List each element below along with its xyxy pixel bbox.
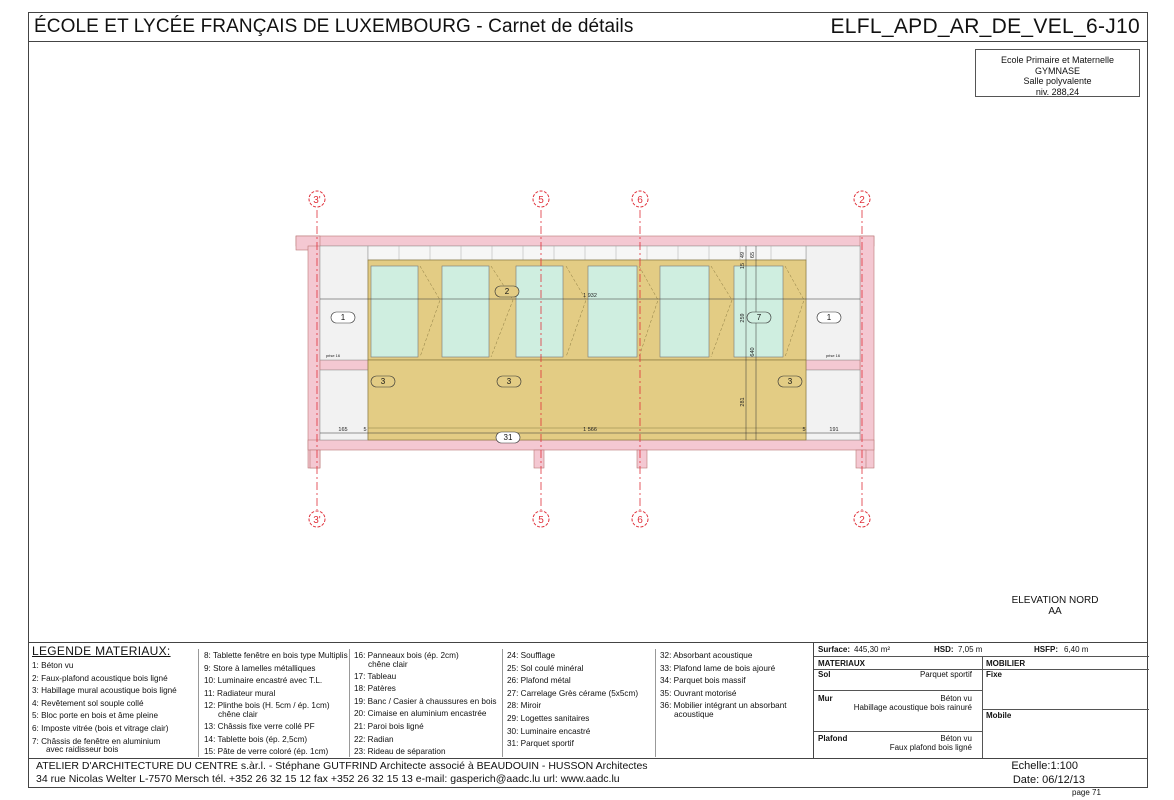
mur-label: Mur bbox=[818, 694, 833, 703]
table-rule bbox=[814, 690, 982, 691]
legend-item: 26: Plafond métal bbox=[507, 676, 571, 686]
dim-259: 259 bbox=[740, 313, 746, 323]
legend-item: 8: Tablette fenêtre en bois type Multiplis bbox=[204, 651, 348, 660]
note-left: prise 16 bbox=[325, 353, 341, 358]
footer bbox=[28, 758, 1148, 788]
legend-item: 35: Ouvrant motorisé bbox=[660, 688, 737, 698]
materiaux-header: MATERIAUX bbox=[818, 659, 865, 668]
material-tag-7 bbox=[747, 312, 771, 323]
dim-total-bottom: 1 566 bbox=[583, 427, 597, 433]
elevation-label bbox=[1000, 595, 1110, 617]
axis-label: 5 bbox=[538, 515, 544, 526]
legend-divider bbox=[655, 649, 656, 757]
axis-label: 3' bbox=[313, 195, 321, 206]
material-tag-2 bbox=[495, 286, 519, 297]
elevation-line-2: AA bbox=[1048, 606, 1062, 617]
material-tag-1-left bbox=[331, 312, 355, 323]
axis-label: 2 bbox=[859, 195, 865, 206]
dim-small-a: 5 bbox=[363, 427, 367, 433]
location-line-4: niv. 288,24 bbox=[1035, 86, 1080, 97]
location-line-3: Salle polyvalente bbox=[1023, 76, 1092, 86]
room-info-table bbox=[813, 642, 1148, 758]
mur-value-1: Béton vu bbox=[940, 694, 972, 703]
legend-item: 23: Rideau de séparation bbox=[354, 747, 446, 757]
materials-legend bbox=[28, 642, 813, 758]
legend-column-4 bbox=[507, 650, 638, 751]
legend-item: 9: Store à lamelles métalliques bbox=[204, 663, 316, 673]
legend-item: 24: Soufflage bbox=[507, 651, 556, 660]
axis-marker-2-bottom bbox=[854, 511, 870, 527]
legend-item-sub: chêne clair bbox=[368, 659, 408, 669]
axis-marker-3prime-bottom bbox=[309, 511, 325, 527]
legend-item: 20: Cimaise en aluminium encastrée bbox=[354, 709, 487, 719]
legend-item: 12: Plinthe bois (H. 5cm / ép. 1cm) bbox=[204, 701, 330, 711]
legend-item: 28: Miroir bbox=[507, 701, 542, 711]
legend-item: 15: Pâte de verre coloré (ép. 1cm) bbox=[204, 747, 329, 757]
material-tag-1-right bbox=[817, 312, 841, 323]
legend-item: 29: Logettes sanitaires bbox=[507, 713, 590, 723]
table-rule bbox=[814, 731, 982, 732]
legend-item: 30: Luminaire encastré bbox=[507, 726, 591, 736]
date: Date: 06/12/13 bbox=[1012, 774, 1085, 786]
table-rule bbox=[982, 709, 1149, 710]
location-line-2: GYMNASE bbox=[1034, 65, 1080, 76]
legend-item: 21: Paroi bois ligné bbox=[354, 721, 424, 731]
legend-item: 18: Patères bbox=[354, 684, 396, 694]
mobile-label: Mobile bbox=[986, 711, 1012, 720]
axis-label: 3' bbox=[313, 515, 321, 526]
axis-marker-6-top bbox=[632, 191, 648, 207]
firm-line: ATELIER D'ARCHITECTURE DU CENTRE s.àr.l. - Stéphane GUTFRIND Architecte associé à BEAUDOUIN - HUSSON Architectes bbox=[36, 760, 648, 772]
mur-value-2: Habillage acoustique bois rainuré bbox=[853, 703, 972, 712]
axis-marker-5-top bbox=[533, 191, 549, 207]
surface-value: 445,30 m² bbox=[854, 645, 891, 654]
mobilier-header: MOBILIER bbox=[986, 659, 1026, 668]
dim-right-bottom: 191 bbox=[829, 427, 839, 433]
surface-label: Surface: bbox=[818, 645, 851, 654]
legend-item: 2: Faux-plafond acoustique bois ligné bbox=[32, 673, 168, 683]
legend-column-1 bbox=[32, 660, 177, 754]
material-tag-31 bbox=[496, 432, 520, 443]
axis-marker-3prime-top bbox=[309, 191, 325, 207]
tag-text: 31 bbox=[503, 433, 513, 442]
tag-text: 1 bbox=[826, 313, 832, 322]
dim-small-b: 5 bbox=[802, 427, 806, 433]
dim-281: 281 bbox=[740, 397, 746, 407]
legend-divider bbox=[502, 649, 503, 757]
dim-15: 15 bbox=[740, 262, 746, 270]
legend-item: 1: Béton vu bbox=[32, 661, 74, 670]
legend-item: 7: Châssis de fenêtre en aluminium bbox=[32, 736, 161, 746]
legend-item: 5: Bloc porte en bois et âme pleine bbox=[32, 711, 159, 721]
hsd-value: 7,05 m bbox=[958, 645, 983, 654]
tag-text: 2 bbox=[504, 287, 510, 296]
legend-column-5 bbox=[660, 650, 787, 719]
legend-item: 6: Imposte vitrée (bois et vitrage clair) bbox=[32, 723, 169, 733]
legend-item: 27: Carrelage Grès cérame (5x5cm) bbox=[507, 688, 639, 698]
fixe-label: Fixe bbox=[986, 670, 1003, 679]
table-rule bbox=[814, 669, 1149, 670]
plafond-value-2: Faux plafond bois ligné bbox=[889, 743, 972, 752]
dim-640: 640 bbox=[750, 347, 756, 357]
legend-item: 19: Banc / Casier à chaussures en bois bbox=[354, 696, 497, 706]
legend-item: 36: Mobilier intégrant un absorbant bbox=[660, 701, 787, 711]
address-line: 34 rue Nicolas Welter L-7570 Mersch tél. +352 26 32 15 12 fax +352 26 32 15 13 e-mail: gasperich@aadc.lu url: www.aadc.lu bbox=[36, 773, 620, 785]
location-line-1: Ecole Primaire et Maternelle bbox=[1000, 55, 1115, 65]
elevation-line-1: ELEVATION NORD bbox=[1011, 595, 1099, 606]
sol-value: Parquet sportif bbox=[919, 670, 972, 679]
tag-text: 3 bbox=[506, 377, 512, 386]
legend-item: 33: Plafond lame de bois ajouré bbox=[660, 663, 776, 673]
legend-divider bbox=[349, 649, 350, 757]
sheet-title: ÉCOLE ET LYCÉE FRANÇAIS DE LUXEMBOURG - Carnet de détails bbox=[34, 16, 634, 37]
sol-label: Sol bbox=[818, 670, 831, 679]
legend-item: 31: Parquet sportif bbox=[507, 739, 574, 749]
legend-column-3 bbox=[354, 650, 496, 759]
legend-item-sub: avec raidisseur bois bbox=[46, 745, 119, 755]
material-tag-3-right bbox=[778, 376, 802, 387]
table-divider bbox=[982, 656, 983, 759]
axis-label: 5 bbox=[538, 195, 544, 206]
note-right: prise 16 bbox=[825, 353, 841, 358]
legend-item: 3: Habillage mural acoustique bois ligné bbox=[32, 686, 177, 696]
axis-marker-5-bottom bbox=[533, 511, 549, 527]
legend-item: 34: Parquet bois massif bbox=[660, 676, 746, 686]
legend-item-sub: acoustique bbox=[674, 709, 714, 719]
tag-text: 1 bbox=[340, 313, 346, 322]
plafond-label: Plafond bbox=[818, 734, 848, 743]
legend-item: 4: Revêtement sol souple collé bbox=[32, 698, 144, 708]
tag-text: 3 bbox=[787, 377, 793, 386]
legend-item: 11: Radiateur mural bbox=[204, 688, 276, 698]
legend-divider bbox=[198, 649, 199, 757]
window-band bbox=[368, 260, 806, 360]
material-tag-3-center bbox=[497, 376, 521, 387]
legend-title: LEGENDE MATERIAUX: bbox=[32, 644, 171, 658]
axis-label: 6 bbox=[637, 195, 643, 206]
scale: Echelle:1:100 bbox=[1011, 760, 1078, 772]
hsfp-value: 6,40 m bbox=[1064, 645, 1089, 654]
plafond-value-1: Béton vu bbox=[940, 734, 972, 743]
dim-total-top: 1 932 bbox=[583, 293, 597, 299]
legend-item-sub: chêne clair bbox=[218, 709, 258, 719]
sheet-code: ELFL_APD_AR_DE_VEL_6-J10 bbox=[830, 15, 1140, 38]
material-tag-3-left bbox=[371, 376, 395, 387]
legend-column-2 bbox=[204, 650, 348, 759]
legend-item: 13: Châssis fixe verre collé PF bbox=[204, 721, 315, 731]
dim-49: 49 bbox=[740, 251, 746, 259]
dim-65: 65 bbox=[750, 251, 756, 259]
legend-item: 25: Sol coulé minéral bbox=[507, 663, 584, 673]
axis-marker-2-top bbox=[854, 191, 870, 207]
axis-label: 2 bbox=[859, 515, 865, 526]
legend-item: 16: Panneaux bois (ép. 2cm) bbox=[354, 651, 459, 660]
hsfp-label: HSFP: bbox=[1034, 645, 1058, 654]
tag-text: 7 bbox=[756, 313, 762, 322]
legend-item: 32: Absorbant acoustique bbox=[660, 651, 753, 660]
legend-item: 17: Tableau bbox=[354, 671, 397, 681]
axis-label: 6 bbox=[637, 515, 643, 526]
tag-text: 3 bbox=[380, 377, 386, 386]
dim-left-bottom: 165 bbox=[338, 427, 348, 433]
hsd-label: HSD: bbox=[934, 645, 954, 654]
page-number: page 71 bbox=[1072, 788, 1101, 797]
axis-marker-6-bottom bbox=[632, 511, 648, 527]
legend-item: 22: Radian bbox=[354, 734, 394, 744]
legend-item: 14: Tablette bois (ép. 2,5cm) bbox=[204, 734, 308, 744]
legend-item: 10: Luminaire encastré avec T.L. bbox=[204, 676, 323, 686]
